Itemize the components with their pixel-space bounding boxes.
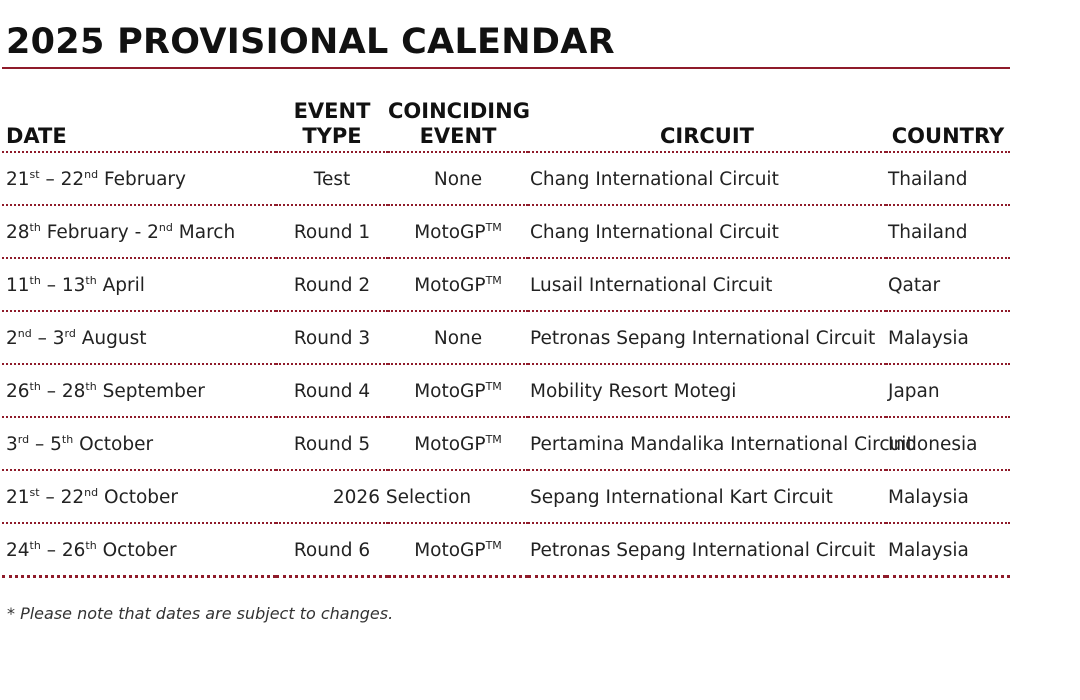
cell-circuit: Sepang International Kart Circuit xyxy=(528,470,886,523)
date-start-day: 2 xyxy=(6,328,18,349)
trademark-mark: TM xyxy=(485,273,502,287)
cell-circuit: Petronas Sepang International Circuit xyxy=(528,311,886,364)
table-row xyxy=(2,258,1010,311)
date-start-day: 21 xyxy=(6,169,30,190)
cell-country: Qatar xyxy=(886,258,1010,311)
table-row xyxy=(2,311,1010,364)
date-middle: February - 2 xyxy=(40,222,159,243)
date-start-suffix: th xyxy=(29,379,41,393)
header-country: COUNTRY xyxy=(886,90,1010,152)
date-start-day: 28 xyxy=(6,222,30,243)
cell-coinciding-event xyxy=(388,523,528,577)
cell-date xyxy=(2,205,276,258)
trademark-mark: TM xyxy=(485,379,502,393)
cell-country: Malaysia xyxy=(886,470,1010,523)
coinciding-name: MotoGP xyxy=(414,222,486,243)
table-row xyxy=(2,205,1010,258)
cell-country: Thailand xyxy=(886,205,1010,258)
cell-date xyxy=(2,311,276,364)
cell-date xyxy=(2,470,276,523)
header-coinciding-line1: COINCIDING xyxy=(388,99,530,123)
cell-coinciding-event xyxy=(388,152,528,205)
cell-country: Thailand xyxy=(886,152,1010,205)
date-start-suffix: th xyxy=(29,273,41,287)
header-coinciding-line2: EVENT xyxy=(419,124,497,148)
cell-coinciding-event xyxy=(388,417,528,470)
trademark-mark: TM xyxy=(485,220,502,234)
date-month: March xyxy=(172,222,236,243)
table-row xyxy=(2,470,1010,523)
cell-date xyxy=(2,417,276,470)
cell-coinciding-event xyxy=(388,258,528,311)
date-end-suffix: nd xyxy=(158,220,173,234)
date-month: October xyxy=(73,434,154,455)
footnote: * Please note that dates are subject to changes. xyxy=(7,604,394,623)
date-start-suffix: rd xyxy=(17,432,30,446)
cell-country: Malaysia xyxy=(886,311,1010,364)
cell-country: Malaysia xyxy=(886,523,1010,577)
date-start-suffix: nd xyxy=(17,326,32,340)
coinciding-name: MotoGP xyxy=(414,381,486,402)
title-divider xyxy=(2,67,1010,69)
cell-date xyxy=(2,523,276,577)
cell-country: Indonesia xyxy=(886,417,1010,470)
date-end-suffix: th xyxy=(61,432,74,446)
header-circuit: CIRCUIT xyxy=(528,90,886,152)
cell-circuit: Mobility Resort Motegi xyxy=(528,364,886,417)
cell-circuit: Pertamina Mandalika International Circuit xyxy=(528,417,886,470)
cell-circuit: Lusail International Circuit xyxy=(528,258,886,311)
cell-event-type: Round 4 xyxy=(276,364,388,417)
date-month: February xyxy=(98,169,186,190)
table-header-row xyxy=(2,90,1010,152)
date-month: October xyxy=(98,487,179,508)
header-date: DATE xyxy=(2,90,276,152)
date-start-suffix: th xyxy=(29,220,41,234)
date-middle: – 5 xyxy=(29,434,62,455)
cell-event-type: Round 5 xyxy=(276,417,388,470)
cell-coinciding-event xyxy=(388,311,528,364)
date-start-suffix: st xyxy=(29,167,40,181)
date-month: October xyxy=(96,540,177,561)
date-start-day: 3 xyxy=(6,434,18,455)
cell-date xyxy=(2,258,276,311)
date-end-suffix: th xyxy=(85,273,97,287)
table-row xyxy=(2,364,1010,417)
date-month: August xyxy=(75,328,147,349)
date-end-suffix: rd xyxy=(64,326,76,340)
date-end-suffix: th xyxy=(85,538,97,552)
header-event-type-line2: TYPE xyxy=(302,124,362,148)
date-start-day: 21 xyxy=(6,487,30,508)
table-row xyxy=(2,152,1010,205)
date-start-suffix: th xyxy=(29,538,41,552)
coinciding-name: MotoGP xyxy=(414,434,486,455)
date-middle: – 3 xyxy=(31,328,65,349)
page-title: 2025 PROVISIONAL CALENDAR xyxy=(6,22,615,62)
cell-date xyxy=(2,364,276,417)
date-middle: – 26 xyxy=(40,540,86,561)
date-start-day: 24 xyxy=(6,540,30,561)
date-month: September xyxy=(96,381,205,402)
header-coinciding-event xyxy=(388,90,528,152)
coinciding-name: MotoGP xyxy=(414,275,486,296)
date-start-suffix: st xyxy=(29,485,40,499)
date-end-suffix: nd xyxy=(84,485,99,499)
date-middle: – 28 xyxy=(40,381,86,402)
coinciding-name: None xyxy=(433,169,483,190)
date-end-suffix: nd xyxy=(84,167,99,181)
date-middle: – 22 xyxy=(39,169,85,190)
date-month: April xyxy=(96,275,145,296)
table-row xyxy=(2,523,1010,577)
cell-event-type: Round 3 xyxy=(276,311,388,364)
header-event-type-line1: EVENT xyxy=(293,99,371,123)
calendar-body xyxy=(2,152,1010,577)
cell-circuit: Chang International Circuit xyxy=(528,205,886,258)
cell-coinciding-event xyxy=(388,205,528,258)
cell-event-type: Round 6 xyxy=(276,523,388,577)
trademark-mark: TM xyxy=(485,538,502,552)
calendar-table xyxy=(2,90,1010,578)
trademark-mark: TM xyxy=(485,432,502,446)
cell-circuit: Chang International Circuit xyxy=(528,152,886,205)
cell-coinciding-event xyxy=(388,364,528,417)
coinciding-name: MotoGP xyxy=(414,540,486,561)
cell-country: Japan xyxy=(886,364,1010,417)
cell-event-type: Round 2 xyxy=(276,258,388,311)
table-row xyxy=(2,417,1010,470)
cell-event-type: Test xyxy=(276,152,388,205)
date-start-day: 26 xyxy=(6,381,30,402)
date-middle: – 22 xyxy=(39,487,85,508)
date-end-suffix: th xyxy=(85,379,97,393)
coinciding-name: None xyxy=(433,328,483,349)
cell-event-merged: 2026 Selection xyxy=(276,470,528,523)
cell-event-type: Round 1 xyxy=(276,205,388,258)
header-event-type xyxy=(276,90,388,152)
date-middle: – 13 xyxy=(40,275,86,296)
date-start-day: 11 xyxy=(6,275,30,296)
cell-date xyxy=(2,152,276,205)
cell-circuit: Petronas Sepang International Circuit xyxy=(528,523,886,577)
